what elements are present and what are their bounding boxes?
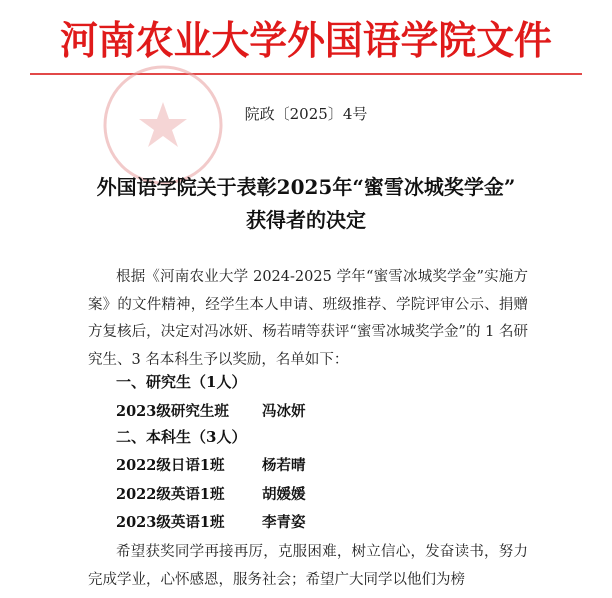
award-name: 李青姿: [262, 514, 306, 531]
section-undergraduate-heading: 二、本科生（3人）: [116, 428, 247, 446]
official-seal-stamp: [100, 62, 226, 188]
decision-title-line-2: 获得者的决定: [246, 208, 366, 232]
body-paragraph-2: 希望获奖同学再接再厉，克服困难，树立信心，发奋读书，努力完成学业，心怀感恩，服务社会；希望广大同学以他们为榜: [88, 544, 528, 588]
award-class: 2022级英语1班: [116, 486, 225, 503]
award-row: [116, 400, 306, 421]
award-name: 胡媛媛: [262, 486, 306, 503]
body-paragraph-1: 根据《河南农业大学 2024-2025 学年“蜜雪冰城奖学金”实施方案》的文件精神，经学生本人申请、班级推荐、学院评审公示、捐赠方复核后，决定对冯冰妍、杨若晴等获评“蜜雪冰城奖学金”的 1 名研究生、3 名本科生予以奖励，名单如下：: [88, 269, 528, 368]
document-number: 院政〔2025〕4号: [244, 105, 368, 123]
award-name: 杨若晴: [262, 457, 306, 474]
award-class: 2022级日语1班: [116, 457, 225, 474]
section-graduate-heading: 一、研究生（1人）: [116, 373, 247, 391]
award-row: [116, 454, 306, 475]
document-header-title: 河南农业大学外国语学院文件: [60, 18, 552, 64]
award-row: [116, 483, 306, 504]
award-class: 2023级研究生班: [116, 403, 229, 420]
award-row: [116, 511, 306, 532]
award-name: 冯冰妍: [262, 403, 306, 420]
decision-title-line-1: 外国语学院关于表彰2025年“蜜雪冰城奖学金”: [96, 175, 516, 199]
award-class: 2023级英语1班: [116, 514, 225, 531]
